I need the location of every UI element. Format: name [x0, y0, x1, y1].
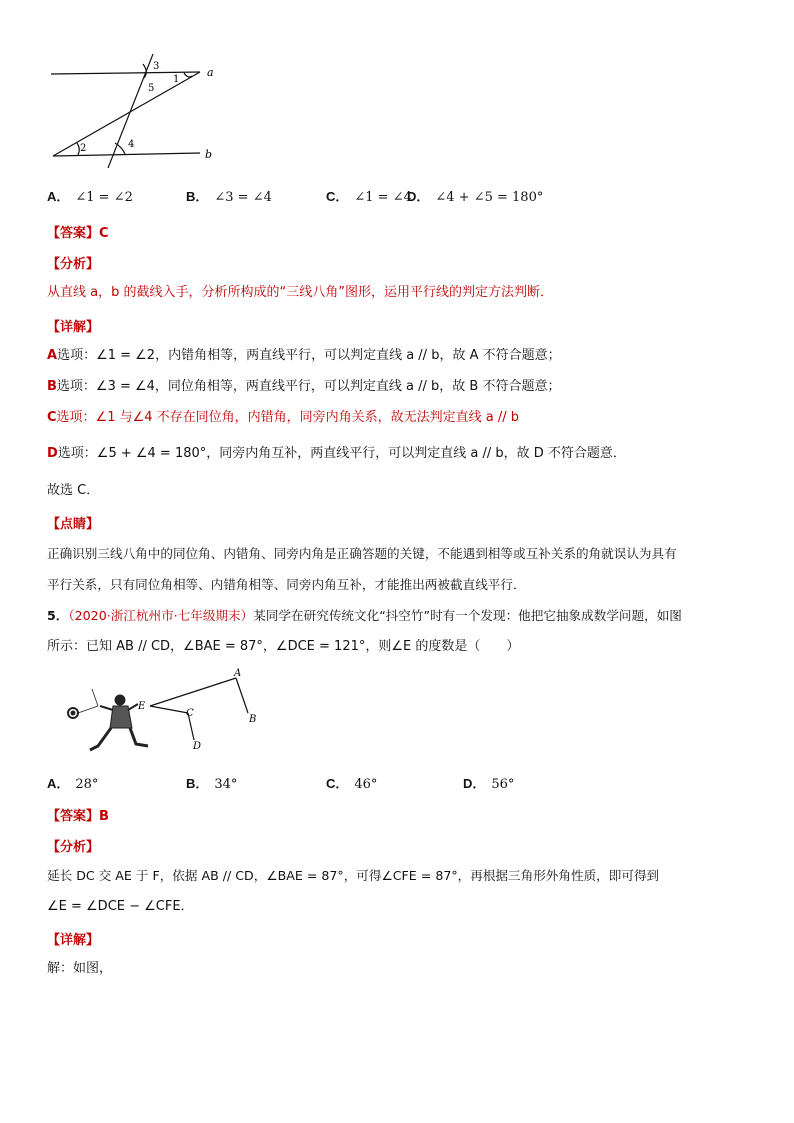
option-text: ∠1 = ∠2	[75, 190, 133, 205]
option-label: B．	[186, 776, 209, 791]
q5-analysis-line1: 延长 DC 交 AE 于 F，依据 AB // CD，∠BAE = 87°，可得∠CFE = 87°，再根据三角形外角性质，即可得到	[47, 868, 660, 883]
option-label: D．	[407, 189, 430, 204]
option-label: A．	[47, 776, 70, 791]
answer-tag: 【答案】	[47, 809, 100, 824]
fig1-label-2: 2	[80, 143, 87, 154]
q5-stem-line1	[47, 607, 682, 625]
comment-tag: 【点睛】	[47, 517, 100, 532]
detail-tag: 【详解】	[47, 933, 100, 948]
fig5-label-c: C	[186, 708, 194, 719]
detail-tag: 【详解】	[47, 320, 100, 335]
fig1-label-a: a	[207, 66, 214, 79]
question-source: （2020·浙江杭州市·七年级期末）	[68, 608, 254, 623]
option-label: C．	[326, 189, 349, 204]
fig1-label-b: b	[205, 148, 213, 161]
q4-detail-a	[47, 347, 561, 365]
parallel-lines-figure	[45, 48, 235, 168]
q4-answer	[47, 222, 109, 241]
option-text: 46°	[354, 777, 378, 792]
detail-c-label: C	[47, 410, 57, 425]
answer-value: B	[99, 809, 109, 824]
q5-option-a	[47, 773, 98, 792]
fig1-label-5: 5	[148, 83, 155, 94]
detail-b-label: B	[47, 379, 57, 394]
detail-b-text: 选项：∠3 = ∠4，同位角相等，两直线平行，可以判定直线 a // b，故 B 不符合题意；	[56, 379, 561, 394]
fig5-label-e: E	[138, 701, 146, 712]
q4-analysis-tag	[47, 253, 99, 272]
q5-option-d	[463, 773, 514, 792]
q4-option-c	[326, 186, 412, 205]
q4-conclusion: 故选 C．	[47, 483, 100, 498]
question-number: 5．	[47, 608, 69, 623]
fig1-label-1: 1	[173, 74, 180, 85]
q5-detail-line1: 解：如图，	[47, 961, 113, 976]
q4-comment-line1: 正确识别三线八角中的同位角、内错角、同旁内角是正确答题的关键，不能遇到相等或互补关系的角就误认为具有	[47, 546, 677, 561]
q5-analysis-tag	[47, 836, 99, 855]
q5-option-c	[326, 773, 377, 792]
q4-comment-line2: 平行关系，只有同位角相等、内错角相等、同旁内角互补，才能推出两被截直线平行．	[47, 577, 526, 592]
analysis-tag: 【分析】	[47, 840, 100, 855]
q4-option-a	[47, 186, 133, 205]
person-illustration	[68, 689, 148, 750]
detail-a-label: A	[47, 348, 58, 363]
question-stem: 某同学在研究传统文化“抖空竹”时有一个发现：他把它抽象成数学问题，如图	[253, 608, 682, 623]
option-label: D．	[463, 776, 486, 791]
q5-option-b	[186, 773, 237, 792]
detail-a-text: 选项：∠1 = ∠2，内错角相等，两直线平行，可以判定直线 a // b，故 A 不符合题意；	[57, 348, 561, 363]
option-text: ∠3 = ∠4	[214, 190, 272, 205]
q5-detail-tag	[47, 929, 99, 948]
option-text: ∠4 + ∠5 = 180°	[435, 190, 544, 205]
detail-d-text: 选项：∠5 + ∠4 = 180°，同旁内角互补，两直线平行，可以判定直线 a // b，故 D 不符合题意．	[57, 446, 626, 461]
answer-tag: 【答案】	[47, 226, 100, 241]
fig5-label-b: B	[249, 714, 257, 725]
q4-analysis-text: 从直线 a，b 的截线入手，分析所构成的“三线八角”图形，运用平行线的判定方法判断．	[47, 285, 553, 300]
detail-c-text: 选项：∠1 与∠4 不存在同位角，内错角，同旁内角关系，故无法判定直线 a // b	[56, 410, 520, 425]
q5-stem-line2: 所示：已知 AB // CD，∠BAE = 87°，∠DCE = 121°，则∠E 的度数是（ ）	[47, 639, 520, 654]
option-text: ∠1 = ∠4	[354, 190, 412, 205]
answer-value: C	[99, 226, 109, 241]
option-label: C．	[326, 776, 349, 791]
q4-detail-tag	[47, 316, 99, 335]
q4-detail-c	[47, 409, 519, 427]
q5-answer	[47, 805, 109, 824]
fig1-label-4: 4	[128, 139, 135, 150]
fig5-label-d: D	[193, 741, 202, 752]
detail-d-label: D	[47, 446, 58, 461]
q5-analysis-line2: ∠E = ∠DCE − ∠CFE．	[47, 899, 194, 914]
option-text: 56°	[491, 777, 515, 792]
q4-detail-b	[47, 378, 561, 396]
analysis-tag: 【分析】	[47, 257, 100, 272]
option-text: 28°	[75, 777, 99, 792]
option-text: 34°	[214, 777, 238, 792]
q4-detail-d	[47, 445, 626, 463]
option-label: B．	[186, 189, 209, 204]
q4-option-d	[407, 186, 543, 205]
diabolo-figure	[58, 666, 278, 766]
fig1-label-3: 3	[153, 61, 160, 72]
q4-comment-tag	[47, 513, 99, 532]
fig5-label-a: A	[234, 668, 242, 679]
option-label: A．	[47, 189, 70, 204]
q4-option-b	[186, 186, 272, 205]
